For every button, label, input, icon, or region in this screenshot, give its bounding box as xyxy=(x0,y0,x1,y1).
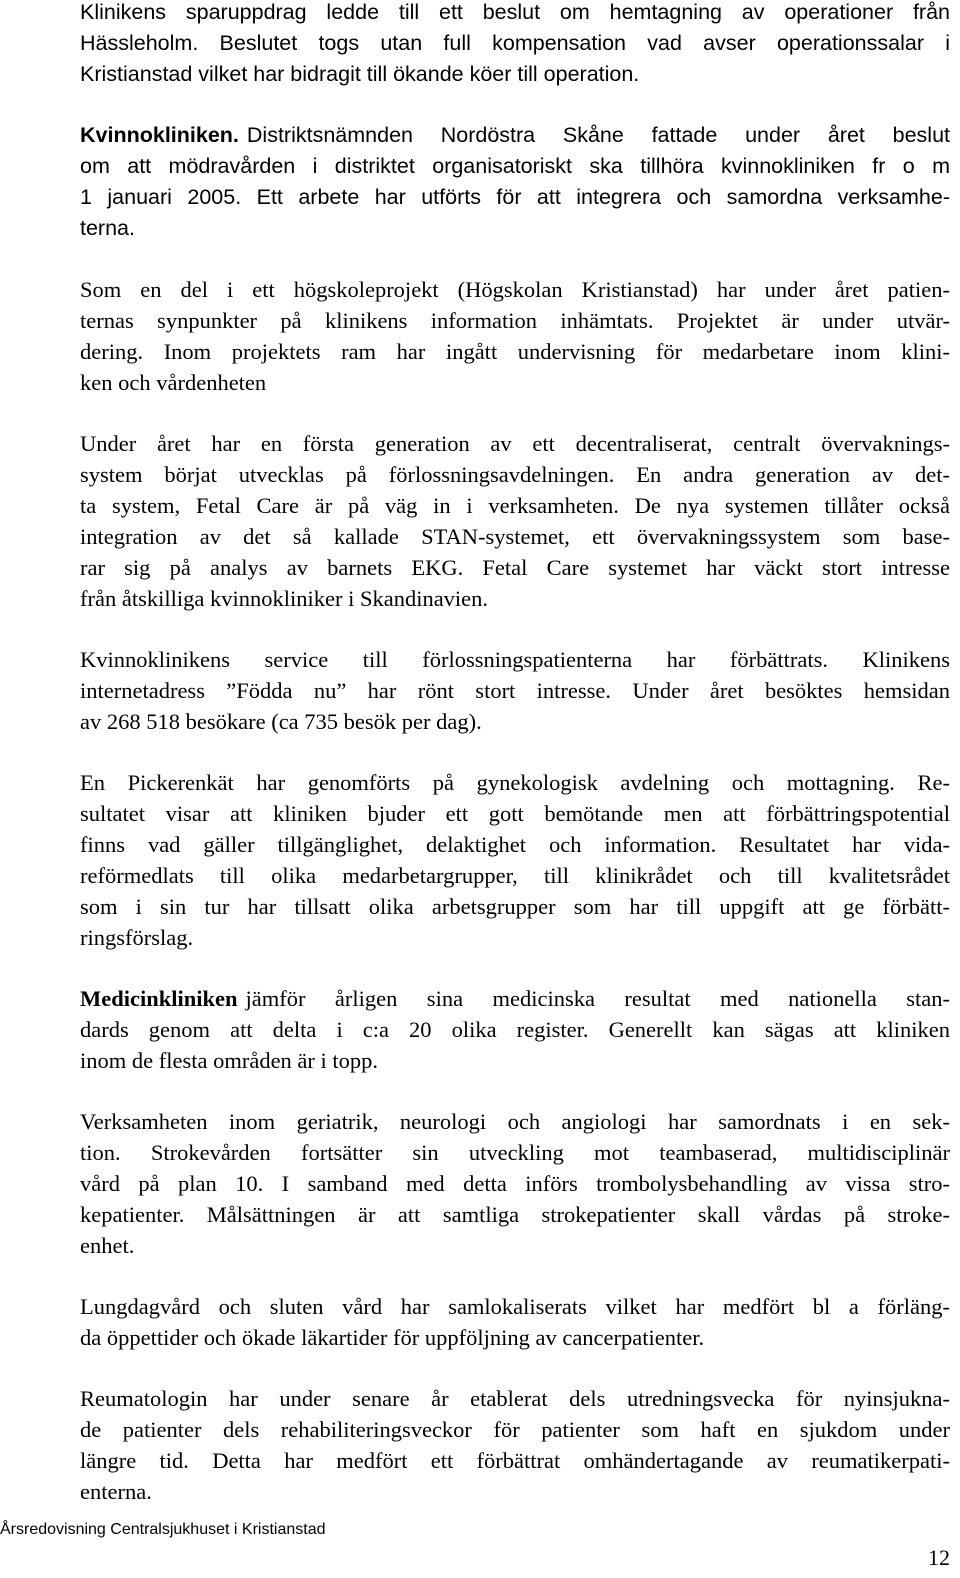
paragraph-3-line-1: Som en del i ett högskoleprojekt (Högskolan Kristianstad) har under året patien- xyxy=(80,277,950,302)
paragraph-2-line-2: om att mödravården i distriktet organisatoriskt ska tillhöra kvinnokliniken fr o m xyxy=(80,154,950,178)
paragraph-3-line-4: ken och vårdenheten xyxy=(80,370,267,395)
paragraph-7-line-2: dards genom att delta i c:a 20 olika register. Generellt kan sägas att kliniken xyxy=(80,1017,950,1042)
paragraph-2-line-3: 1 januari 2005. Ett arbete har utförts för att integrera och samordna verksamhe- xyxy=(80,185,950,209)
paragraph-6-line-2: sultatet visar att kliniken bjuder ett gott bemötande men att förbättringspotential xyxy=(80,801,950,826)
paragraph-1-line-2: Hässleholm. Beslutet togs utan full kompensation vad avser operationssalar i xyxy=(80,31,950,55)
paragraph-7-line-1 xyxy=(80,988,950,1011)
paragraph-8-line-3: vård på plan 10. I samband med detta införs trombolysbehandling av vissa stro- xyxy=(80,1171,950,1196)
paragraph-4-line-2: system börjat utvecklas på förlossningsavdelningen. En andra generation av det- xyxy=(80,462,950,487)
paragraph-8-line-1: Verksamheten inom geriatrik, neurologi och angiologi har samordnats i en sek- xyxy=(80,1109,950,1134)
paragraph-1-line-1: Klinikens sparuppdrag ledde till ett beslut om hemtagning av operationer från xyxy=(80,0,950,24)
paragraph-6-line-1: En Pickerenkät har genomförts på gynekologisk avdelning och mottagning. Re- xyxy=(80,770,950,795)
paragraph-4-line-5: rar sig på analys av barnets EKG. Fetal Care systemet har väckt stort intresse xyxy=(80,555,950,580)
paragraph-9-line-2: da öppettider och ökade läkartider för uppföljning av cancerpatienter. xyxy=(80,1325,705,1350)
paragraph-7-line-3: inom de flesta områden är i topp. xyxy=(80,1048,379,1073)
paragraph-4-line-4: integration av det så kallade STAN-systemet, ett övervakningssystem som base- xyxy=(80,524,950,549)
paragraph-10-line-1: Reumatologin har under senare år etablerat dels utredningsvecka för nyinsjukna- xyxy=(80,1386,950,1411)
paragraph-4-line-6: från åtskilliga kvinnokliniker i Skandinavien. xyxy=(80,586,489,611)
paragraph-8-line-2: tion. Strokevården fortsätter sin utveckling mot teambaserad, multidisciplinär xyxy=(80,1140,950,1165)
paragraph-4-line-3: ta system, Fetal Care är på väg in i verksamheten. De nya systemen tillåter också xyxy=(80,493,950,518)
paragraph-5-line-3: av 268 518 besökare (ca 735 besök per dag). xyxy=(80,709,482,734)
paragraph-7-line-1-text: jämför årligen sina medicinska resultat med nationella stan- xyxy=(245,986,950,1011)
paragraph-9-line-1: Lungdagvård och sluten vård har samlokaliserats vilket har medfört bl a förläng- xyxy=(80,1294,950,1319)
paragraph-6-line-5: som i sin tur har tillsatt olika arbetsgrupper som har till uppgift att ge förbätt- xyxy=(80,894,950,919)
paragraph-6-line-4: reförmedlats till olika medarbetargrupper, till klinikrådet och till kvalitetsrådet xyxy=(80,863,950,888)
paragraph-10-line-4: enterna. xyxy=(80,1479,152,1504)
medicinkliniken-heading: Medicinkliniken xyxy=(80,986,238,1011)
paragraph-8-line-5: enhet. xyxy=(80,1233,135,1258)
paragraph-10-line-3: längre tid. Detta har medfört ett förbättrat omhändertagande av reumatikerpati- xyxy=(80,1448,950,1473)
paragraph-2-line-4: terna. xyxy=(80,216,135,240)
paragraph-6-line-3: finns vad gäller tillgänglighet, delaktighet och information. Resultatet har vida- xyxy=(80,832,950,857)
paragraph-3-line-2: ternas synpunkter på klinikens information inhämtats. Projektet är under utvär- xyxy=(80,308,950,333)
kvinnokliniken-heading: Kvinnokliniken. xyxy=(80,123,239,147)
paragraph-2-line-1 xyxy=(80,125,950,147)
paragraph-4-line-1: Under året har en första generation av ett decentraliserat, centralt övervaknings- xyxy=(80,431,950,456)
paragraph-5-line-2: internetadress ”Födda nu” har rönt stort intresse. Under året besöktes hemsidan xyxy=(80,678,950,703)
paragraph-1-line-3: Kristianstad vilket har bidragit till ökande köer till operation. xyxy=(80,62,640,86)
paragraph-10-line-2: de patienter dels rehabiliteringsveckor för patienter som haft en sjukdom under xyxy=(80,1417,950,1442)
paragraph-2-line-1-text: Distriktsnämnden Nordöstra Skåne fattade under året beslut xyxy=(246,123,950,147)
page-footer: Årsredovisning Centralsjukhuset i Kristianstad xyxy=(0,1521,326,1538)
paragraph-5-line-1: Kvinnoklinikens service till förlossningspatienterna har förbättrats. Klinikens xyxy=(80,647,950,672)
paragraph-3-line-3: dering. Inom projektets ram har ingått undervisning för medarbetare inom klini- xyxy=(80,339,950,364)
paragraph-6-line-6: ringsförslag. xyxy=(80,925,194,950)
page-number: 12 xyxy=(928,1545,950,1570)
paragraph-8-line-4: kepatienter. Målsättningen är att samtliga strokepatienter skall vårdas på stroke- xyxy=(80,1202,950,1227)
